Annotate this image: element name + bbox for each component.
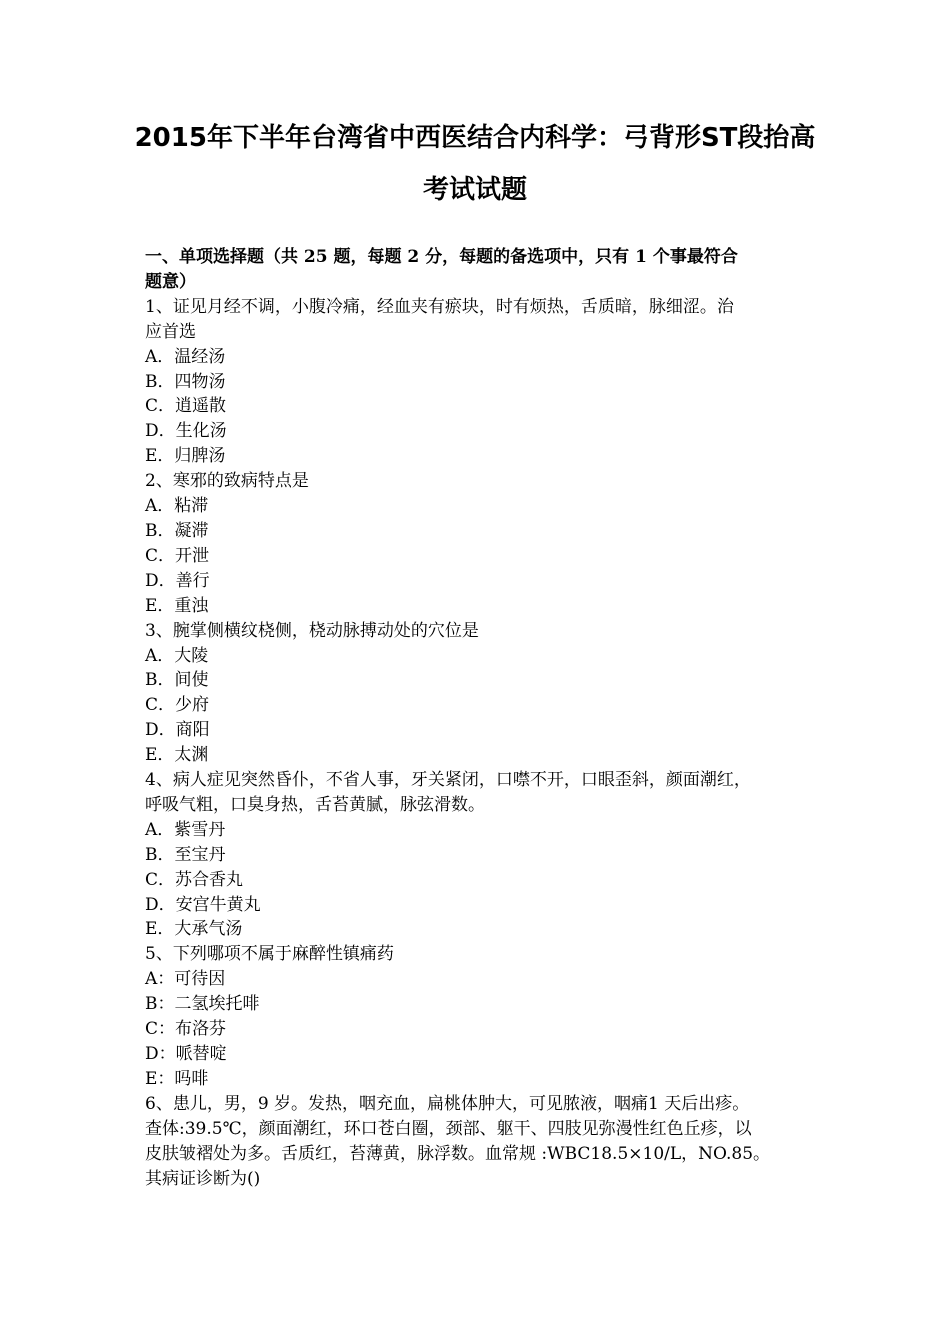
option-a: A：可待因	[145, 969, 226, 990]
option-a: A．大陵	[145, 645, 209, 666]
question-text-line: 呼吸气粗，口臭身热，舌苔黄腻，脉弦滑数。	[145, 794, 485, 815]
question-text-line: 1、证见月经不调，小腹冷痛，经血夹有瘀块，时有烦热，舌质暗，脉细涩。治	[145, 296, 734, 317]
question-text-line: 皮肤皱褶处为多。舌质红，苔薄黄，脉浮数。血常规 :WBC18.5×10/L，NO.85。	[145, 1143, 771, 1164]
option-e: E．大承气汤	[145, 919, 243, 940]
question-text-line: 2、寒邪的致病特点是	[145, 471, 309, 492]
option-d: D．生化汤	[145, 421, 227, 442]
question-text-line: 4、病人症见突然昏仆，不省人事，牙关紧闭，口噤不开，口眼歪斜，颜面潮红，	[145, 770, 751, 791]
option-c: C．开泄	[145, 545, 210, 566]
option-c: C．逍遥散	[145, 396, 227, 417]
question-text-line: 应首选	[145, 321, 196, 342]
section-heading-line-2: 题意）	[145, 271, 196, 292]
section-heading-line-1: 一、单项选择题（共 25 题，每题 2 分，每题的备选项中，只有 1 个事最符合	[145, 247, 738, 267]
option-b: B．凝滞	[145, 520, 209, 541]
question-6	[145, 1092, 810, 1192]
section-heading	[145, 245, 810, 295]
question-2	[145, 469, 810, 618]
option-e: E．重浊	[145, 595, 209, 616]
question-text-line: 3、腕掌侧横纹桡侧，桡动脉搏动处的穴位是	[145, 620, 479, 641]
option-c: C．苏合香丸	[145, 869, 244, 890]
option-d: D．商阳	[145, 720, 210, 741]
option-c: C：布洛芬	[145, 1019, 227, 1040]
option-b: B．间使	[145, 670, 209, 691]
option-e: E：吗啡	[145, 1068, 209, 1089]
option-b: B．四物汤	[145, 371, 226, 392]
question-3	[145, 619, 810, 768]
option-a: A．紫雪丹	[145, 819, 226, 840]
option-a: A．粘滞	[145, 496, 209, 517]
document-body	[145, 245, 810, 1191]
option-b: B．至宝丹	[145, 844, 226, 865]
title-line-1: 2015年下半年台湾省中西医结合内科学：弓背形ST段抬高	[134, 123, 816, 153]
document-title	[100, 112, 850, 216]
option-d: D．安宫牛黄丸	[145, 894, 261, 915]
question-text-line: 其病证诊断为()	[145, 1168, 261, 1189]
question-text-line: 6、患儿，男，9 岁。发热，咽充血，扁桃体肿大，可见脓液，咽痛1 天后出疹。	[145, 1093, 750, 1114]
option-c: C．少府	[145, 695, 210, 716]
question-1	[145, 295, 810, 469]
option-e: E．归脾汤	[145, 446, 226, 467]
question-5	[145, 942, 810, 1091]
option-a: A．温经汤	[145, 346, 226, 367]
option-d: D．善行	[145, 570, 210, 591]
question-4	[145, 768, 810, 942]
option-b: B：二氢埃托啡	[145, 994, 260, 1015]
question-text-line: 查体:39.5℃，颜面潮红，环口苍白圈，颈部、躯干、四肢见弥漫性红色丘疹，以	[145, 1118, 752, 1139]
option-d: D：哌替啶	[145, 1044, 227, 1064]
title-line-2: 考试试题	[422, 175, 527, 205]
question-text-line: 5、下列哪项不属于麻醉性镇痛药	[145, 944, 394, 965]
option-e: E．太渊	[145, 745, 209, 766]
